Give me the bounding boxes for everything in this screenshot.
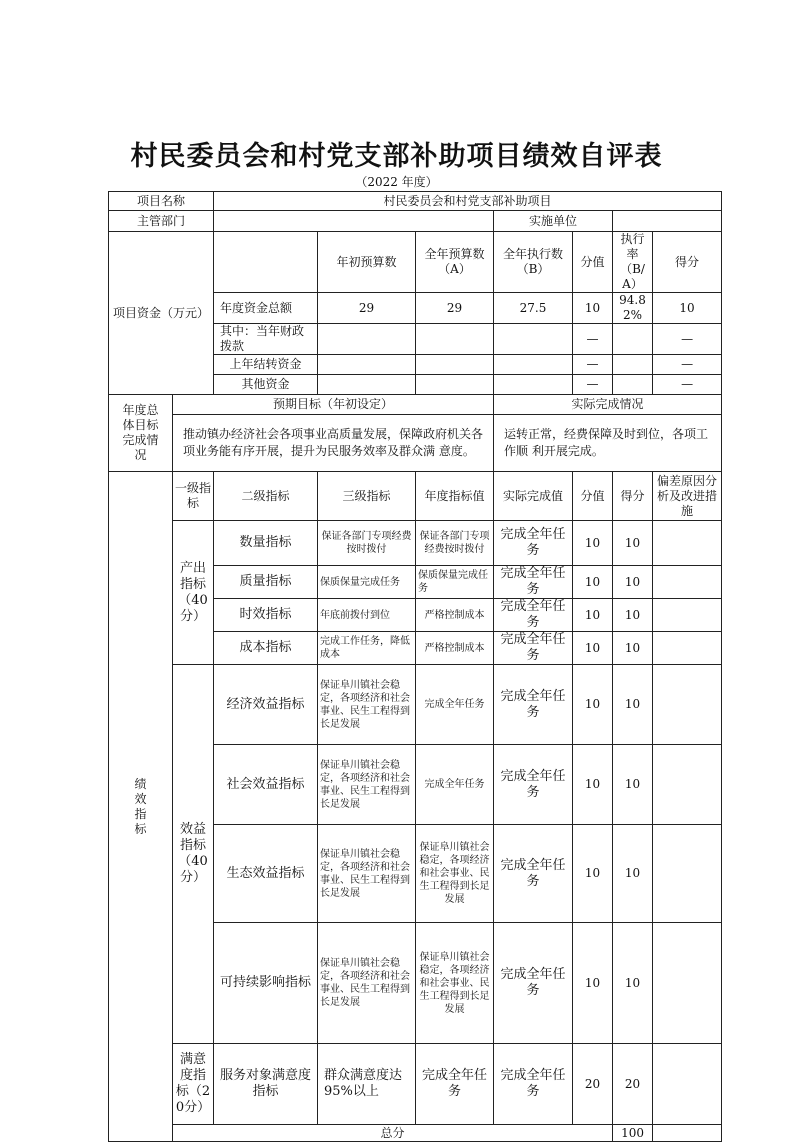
funds-header: 年初预算数 [318, 232, 416, 293]
unit-label: 实施单位 [494, 211, 613, 232]
perf-got: 10 [613, 745, 653, 825]
total-label: 总分 [173, 1125, 613, 1142]
perf-l3: 保证阜川镇社会稳定，各项经济和社会事业、民生工程得到长足发展 [318, 745, 416, 825]
perf-got: 10 [613, 599, 653, 632]
funds-cell [416, 355, 494, 375]
funds-header: 执行率（B/A） [613, 232, 653, 293]
perf-target: 保证各部门专项经费按时拨付 [416, 521, 494, 566]
funds-cell [613, 324, 653, 355]
total-row [109, 1125, 722, 1142]
goals-planned-header: 预期目标（年初设定） [173, 395, 494, 415]
funds-row-label: 其他资金 [214, 375, 318, 395]
page-subtitle: （2022 年度） [355, 175, 438, 189]
funds-cell [318, 375, 416, 395]
perf-l2: 质量指标 [214, 566, 318, 599]
funds-row-label: 其中：当年财政拨款 [214, 324, 318, 355]
funds-header-blank [214, 232, 318, 293]
funds-row-label: 年度资金总额 [214, 293, 318, 324]
perf-score: 10 [573, 923, 613, 1044]
funds-header: 得分 [653, 232, 722, 293]
funds-cell: 29 [416, 293, 494, 324]
perf-group-name: 满意度指标（20分） [173, 1044, 214, 1125]
dept-value [214, 211, 494, 232]
funds-cell: 29 [318, 293, 416, 324]
funds-cell [494, 355, 573, 375]
perf-dev [653, 1044, 722, 1125]
evaluation-table [108, 191, 722, 1142]
table-row [109, 1044, 722, 1125]
perf-group-name: 产出指标（40分） [173, 521, 214, 665]
perf-header: 年度指标值 [416, 472, 494, 521]
perf-dev [653, 632, 722, 665]
perf-score: 10 [573, 745, 613, 825]
perf-got: 10 [613, 825, 653, 923]
perf-l3: 保证阜川镇社会稳定，各项经济和社会事业、民生工程得到长足发展 [318, 825, 416, 923]
perf-l3: 完成工作任务，降低成本 [318, 632, 416, 665]
perf-actual: 完成全年任务 [494, 745, 573, 825]
perf-label: 绩效指标 [109, 472, 173, 1142]
project-name-value: 村民委员会和村党支部补助项目 [214, 192, 722, 211]
funds-header: 全年执行数（B） [494, 232, 573, 293]
perf-header: 三级指标 [318, 472, 416, 521]
goals-actual-text: 运转正常，经费保障及时到位，各项工作顺 利开展完成。 [494, 415, 722, 472]
perf-score: 10 [573, 825, 613, 923]
funds-cell: 10 [653, 293, 722, 324]
funds-row-label: 上年结转资金 [214, 355, 318, 375]
perf-actual: 完成全年任务 [494, 566, 573, 599]
perf-actual: 完成全年任务 [494, 1044, 573, 1125]
funds-cell: 94.82% [613, 293, 653, 324]
perf-target: 保证阜川镇社会稳定，各项经济和社会事业、民生工程得到长足发展 [416, 923, 494, 1044]
perf-dev [653, 745, 722, 825]
perf-actual: 完成全年任务 [494, 665, 573, 745]
perf-score: 20 [573, 1044, 613, 1125]
funds-cell: — [573, 375, 613, 395]
perf-target: 完成全年任务 [416, 745, 494, 825]
funds-cell [494, 324, 573, 355]
funds-cell: — [573, 324, 613, 355]
perf-l2: 数量指标 [214, 521, 318, 566]
funds-cell: — [653, 324, 722, 355]
perf-l2: 经济效益指标 [214, 665, 318, 745]
page-title: 村民委员会和村党支部补助项目绩效自评表 [130, 141, 663, 172]
perf-dev [653, 599, 722, 632]
perf-l2: 可持续影响指标 [214, 923, 318, 1044]
total-got [653, 1125, 722, 1142]
perf-l3: 保证各部门专项经费按时拨付 [318, 521, 416, 566]
perf-target: 严格控制成本 [416, 599, 494, 632]
funds-header: 全年预算数（A） [416, 232, 494, 293]
perf-actual: 完成全年任务 [494, 521, 573, 566]
dept-label: 主管部门 [109, 211, 214, 232]
perf-target: 完成全年任务 [416, 1044, 494, 1125]
goals-planned-text: 推动镇办经济社会各项事业高质量发展，保障政府机关各项业务能有序开展，提升为民服务效率及群众满 意度。 [173, 415, 494, 472]
perf-score: 10 [573, 566, 613, 599]
perf-dev [653, 566, 722, 599]
perf-got: 20 [613, 1044, 653, 1125]
funds-cell: — [653, 355, 722, 375]
unit-value [613, 211, 722, 232]
funds-cell [318, 324, 416, 355]
project-name-label: 项目名称 [109, 192, 214, 211]
perf-score: 10 [573, 665, 613, 745]
funds-cell [613, 375, 653, 395]
perf-dev [653, 521, 722, 566]
funds-cell: 27.5 [494, 293, 573, 324]
perf-target: 完成全年任务 [416, 665, 494, 745]
perf-l2: 时效指标 [214, 599, 318, 632]
funds-label: 项目资金（万元） [109, 232, 214, 395]
funds-cell [416, 375, 494, 395]
perf-actual: 完成全年任务 [494, 599, 573, 632]
perf-got: 10 [613, 521, 653, 566]
funds-cell: 10 [573, 293, 613, 324]
perf-got: 10 [613, 923, 653, 1044]
funds-cell [416, 324, 494, 355]
perf-header: 实际完成值 [494, 472, 573, 521]
funds-cell: — [653, 375, 722, 395]
perf-l3: 保质保量完成任务 [318, 566, 416, 599]
perf-got: 10 [613, 632, 653, 665]
perf-l3: 保证阜川镇社会稳定，各项经济和社会事业、民生工程得到长足发展 [318, 665, 416, 745]
table-row [109, 521, 722, 566]
perf-header: 二级指标 [214, 472, 318, 521]
goals-actual-header: 实际完成情况 [494, 395, 722, 415]
perf-score: 10 [573, 599, 613, 632]
perf-target: 严格控制成本 [416, 632, 494, 665]
perf-dev [653, 923, 722, 1044]
perf-score: 10 [573, 632, 613, 665]
perf-l2: 社会效益指标 [214, 745, 318, 825]
perf-l2: 生态效益指标 [214, 825, 318, 923]
funds-cell [494, 375, 573, 395]
funds-cell: — [573, 355, 613, 375]
perf-l3: 群众满意度达 95%以上 [318, 1044, 416, 1125]
perf-target: 保证阜川镇社会稳定，各项经济和社会事业、民生工程得到长足发展 [416, 825, 494, 923]
perf-actual: 完成全年任务 [494, 923, 573, 1044]
goals-label: 年度总体目标完成情况 [109, 395, 173, 472]
table-row [109, 665, 722, 745]
funds-cell [318, 355, 416, 375]
total-score: 100 [613, 1125, 653, 1142]
funds-header: 分值 [573, 232, 613, 293]
perf-l2: 成本指标 [214, 632, 318, 665]
perf-actual: 完成全年任务 [494, 632, 573, 665]
perf-l3: 年底前拨付到位 [318, 599, 416, 632]
perf-target: 保质保量完成任务 [416, 566, 494, 599]
perf-score: 10 [573, 521, 613, 566]
perf-dev [653, 825, 722, 923]
perf-header: 偏差原因分析及改进措施 [653, 472, 722, 521]
perf-dev [653, 665, 722, 745]
perf-actual: 完成全年任务 [494, 825, 573, 923]
perf-header: 分值 [573, 472, 613, 521]
perf-header: 一级指标 [173, 472, 214, 521]
perf-l2: 服务对象满意度指标 [214, 1044, 318, 1125]
perf-got: 10 [613, 566, 653, 599]
perf-group-name: 效益指标（40分） [173, 665, 214, 1044]
perf-l3: 保证阜川镇社会稳定，各项经济和社会事业、民生工程得到长足发展 [318, 923, 416, 1044]
perf-got: 10 [613, 665, 653, 745]
funds-cell [613, 355, 653, 375]
perf-header: 得分 [613, 472, 653, 521]
